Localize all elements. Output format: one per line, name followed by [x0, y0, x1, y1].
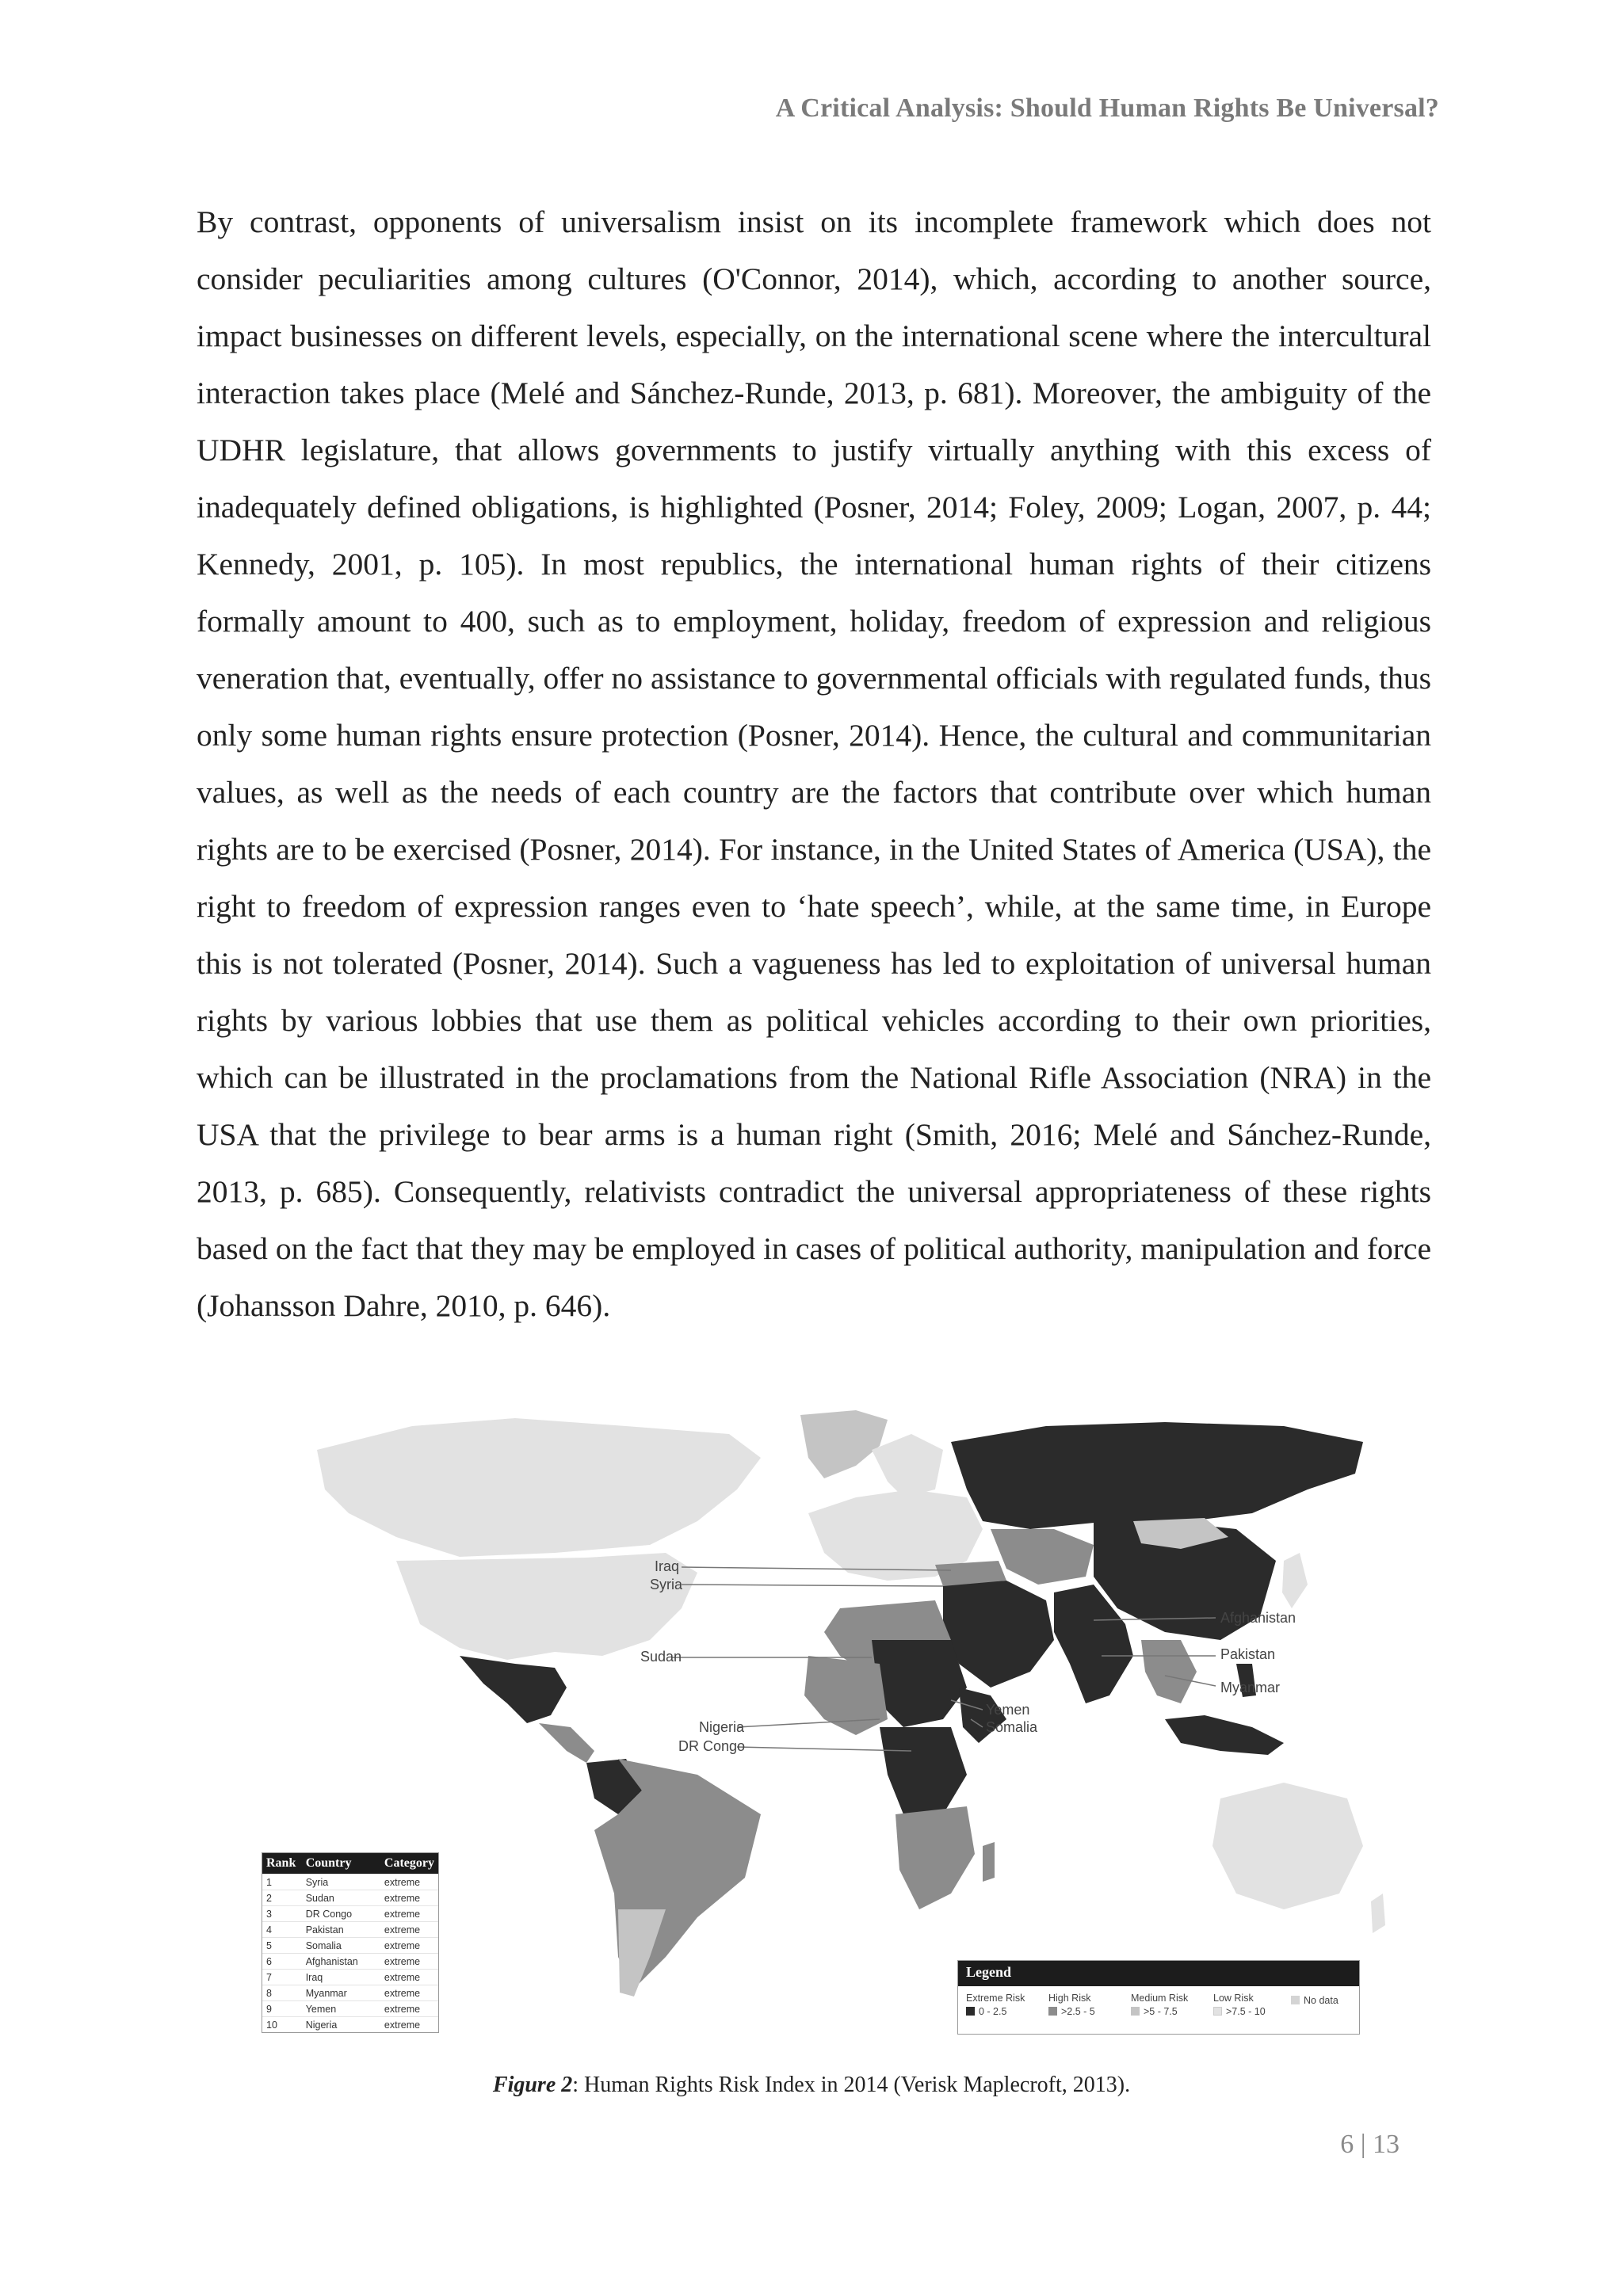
legend-range: >2.5 - 5: [1061, 2006, 1095, 2017]
country-cell: Pakistan: [302, 1922, 380, 1938]
legend-category: High Risk: [1048, 1993, 1091, 2004]
map-region-indonesia: [1165, 1715, 1284, 1755]
legend-category: Extreme Risk: [966, 1993, 1025, 2004]
table-row: [262, 1922, 438, 1938]
map-label-somalia: Somalia: [986, 1719, 1038, 1735]
country-cell: DR Congo: [302, 1906, 380, 1922]
country-cell: Yemen: [302, 2001, 380, 2017]
map-region-greenland: [800, 1410, 888, 1478]
ranking-table-header: [262, 1853, 438, 1875]
table-row: [262, 1970, 438, 1985]
legend-range: No data: [1304, 1995, 1338, 2006]
category-cell: extreme: [380, 1985, 438, 2001]
rank-cell: 8: [262, 1985, 302, 2001]
legend-title: Legend: [958, 1961, 1359, 1986]
map-region-central-africa: [880, 1727, 967, 1814]
figure-caption: [0, 2073, 1623, 2098]
category-cell: extreme: [380, 1875, 438, 1890]
rank-cell: 4: [262, 1922, 302, 1938]
map-region-new-zealand: [1371, 1894, 1385, 1933]
map-region-southern-africa: [896, 1806, 975, 1909]
category-cell: extreme: [380, 1922, 438, 1938]
ranking-table: [262, 1852, 439, 2033]
map-region-central-america: [539, 1723, 594, 1763]
map-region-japan: [1282, 1553, 1308, 1608]
legend-swatch: [1213, 2007, 1222, 2016]
ranking-header-country: Country: [302, 1853, 380, 1875]
legend-category: Low Risk: [1213, 1993, 1254, 2004]
country-cell: Afghanistan: [302, 1954, 380, 1970]
country-cell: Myanmar: [302, 1985, 380, 2001]
map-label-sudan: Sudan: [640, 1649, 682, 1665]
caption-text: : Human Rights Risk Index in 2014 (Verisk Maplecroft, 2013).: [572, 2073, 1131, 2097]
rank-cell: 2: [262, 1890, 302, 1906]
body-paragraph: By contrast, opponents of universalism insist on its incomplete framework which does not consider peculiarities among cultures (O'Connor, 2014), which, according to another source, impact businesses on different levels, especially, on the international scene where the intercultural interaction takes place (Melé and Sánchez-Runde, 2013, p. 681). Moreover, the ambiguity of the UDHR legislature, that allows governments to justify virtually anything with this excess of inadequately defined obligations, is highlighted (Posner, 2014; Foley, 2009; Logan, 2007, p. 44; Kennedy, 2001, p. 105). In most republics, the international human rights of their citizens formally amount to 400, such as to employment, holiday, freedom of expression and religious veneration that, eventually, offer no assistance to governmental officials with regulated funds, thus only some human rights ensure protection (Posner, 2014). Hence, the cultural and communitarian values, as well as the needs of each country are the factors that contribute over which human rights are to be exercised (Posner, 2014). For instance, in the United States of America (USA), the right to freedom of expression ranges even to ‘hate speech’, while, at the same time, in Europe this is not tolerated (Posner, 2014). Such a vagueness has led to exploitation of universal human rights by various lobbies that use them as political vehicles according to their own priorities, which can be illustrated in the proclamations from the National Rifle Association (NRA) in the USA that the privilege to bear arms is a human right (Smith, 2016; Melé and Sánchez-Runde, 2013, p. 685). Consequently, relativists contradict the universal appropriateness of these rights based on the fact that they may be employed in cases of political authority, manipulation and force (Johansson Dahre, 2010, p. 646).: [197, 204, 1431, 1323]
country-cell: Syria: [302, 1875, 380, 1890]
legend-swatch: [966, 2007, 975, 2016]
category-cell: extreme: [380, 1970, 438, 1985]
table-row: [262, 2001, 438, 2017]
map-label-pakistan: Pakistan: [1220, 1646, 1276, 1662]
map-region-southeast-asia: [1141, 1640, 1197, 1703]
body-text: [197, 193, 1431, 1334]
ranking-header-rank: Rank: [262, 1853, 302, 1875]
category-cell: extreme: [380, 1938, 438, 1954]
rank-cell: 7: [262, 1970, 302, 1985]
country-cell: Sudan: [302, 1890, 380, 1906]
legend-item-medium: [1131, 1993, 1188, 2017]
legend-range: >7.5 - 10: [1226, 2006, 1266, 2017]
category-cell: extreme: [380, 1890, 438, 1906]
map-label-dr-congo: DR Congo: [678, 1738, 746, 1754]
table-row: [262, 2017, 438, 2033]
map-label-yemen: Yemen: [986, 1702, 1030, 1718]
table-row: [262, 1938, 438, 1954]
legend-range: >5 - 7.5: [1144, 2006, 1178, 2017]
table-row: [262, 1890, 438, 1906]
table-row: [262, 1875, 438, 1890]
map-label-afghanistan: Afghanistan: [1220, 1610, 1296, 1626]
map-region-central-asia: [991, 1529, 1094, 1585]
map-region-mexico: [460, 1656, 567, 1723]
table-row: [262, 1906, 438, 1922]
category-cell: extreme: [380, 2017, 438, 2033]
running-header: A Critical Analysis: Should Human Rights Be Universal?: [775, 93, 1439, 123]
map-label-myanmar: Myanmar: [1220, 1680, 1281, 1695]
legend-item-high: [1048, 1993, 1095, 2017]
map-label-nigeria: Nigeria: [699, 1719, 745, 1735]
map-region-usa: [396, 1553, 697, 1660]
legend-swatch: [1131, 2007, 1140, 2016]
table-row: [262, 1954, 438, 1970]
country-cell: Iraq: [302, 1970, 380, 1985]
country-cell: Somalia: [302, 1938, 380, 1954]
rank-cell: 5: [262, 1938, 302, 1954]
figure-human-rights-risk-map: [254, 1402, 1387, 2060]
caption-lead: Figure 2: [492, 2073, 573, 2097]
map-region-russia: [951, 1422, 1363, 1529]
ranking-header-category: Category: [380, 1853, 438, 1875]
rank-cell: 3: [262, 1906, 302, 1922]
map-region-scandinavia: [872, 1434, 943, 1497]
category-cell: extreme: [380, 2001, 438, 2017]
map-label-iraq: Iraq: [655, 1558, 680, 1574]
country-cell: Nigeria: [302, 2017, 380, 2033]
rank-cell: 1: [262, 1875, 302, 1890]
rank-cell: 6: [262, 1954, 302, 1970]
rank-cell: 10: [262, 2017, 302, 2033]
map-region-australia: [1212, 1783, 1363, 1909]
category-cell: extreme: [380, 1906, 438, 1922]
legend-swatch: [1291, 1996, 1300, 2004]
legend-range: 0 - 2.5: [979, 2006, 1007, 2017]
table-row: [262, 1985, 438, 2001]
legend-items: [958, 1986, 1359, 2034]
legend-item-low: [1213, 1993, 1266, 2017]
map-legend: [957, 1960, 1360, 2035]
category-cell: extreme: [380, 1954, 438, 1970]
map-region-canada: [317, 1418, 761, 1557]
page-number: 6 | 13: [1340, 2130, 1400, 2159]
map-label-syria: Syria: [650, 1577, 683, 1592]
legend-category: Medium Risk: [1131, 1993, 1189, 2004]
map-region-madagascar: [983, 1842, 995, 1882]
legend-item-no-data: [1291, 1993, 1338, 2006]
legend-swatch: [1048, 2007, 1057, 2016]
legend-item-extreme: [966, 1993, 1025, 2017]
rank-cell: 9: [262, 2001, 302, 2017]
